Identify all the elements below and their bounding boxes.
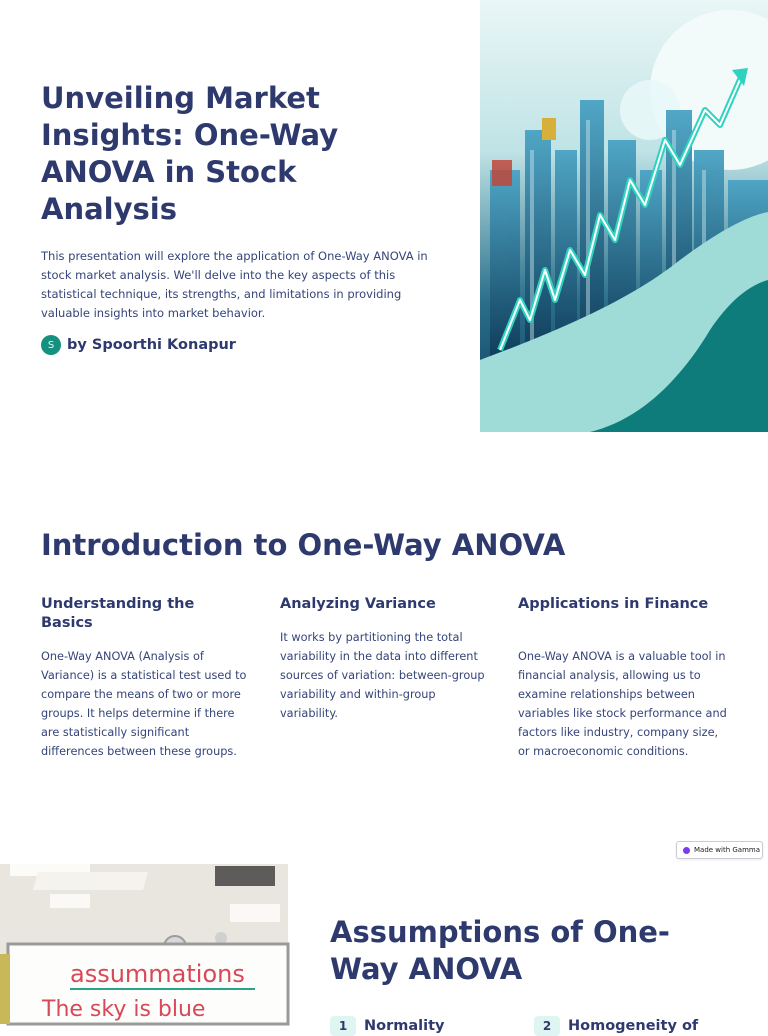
assumption-item [330,1016,444,1036]
badge-label: Made with Gamma [694,846,761,854]
column-text: One-Way ANOVA is a valuable tool in financial analysis, allowing us to examine relationships between variables like stock performance and factors like industry, company size, or macroeconomic conditions. [518,650,727,758]
item-label: Homogeneity of [568,1018,699,1034]
slide-title: Unveiling Market Insights: One-Way ANOVA in Stock Analysis [41,81,339,226]
author-line [41,335,236,355]
column-applications [518,595,728,761]
gamma-logo-icon [683,847,690,854]
column-text: One-Way ANOVA (Analysis of Variance) is a statistical test used to compare the means of two or more groups. It helps determine if there are statistically significant differences between these groups. [41,650,247,758]
intro-slide [0,480,768,820]
title-slide [0,0,768,432]
item-label: Normality [364,1018,445,1034]
column-text: It works by partitioning the total variability in the data into different sources of variation: between-group variability and within-group variability. [280,631,485,720]
column-analyzing [280,595,490,723]
whiteboard-text-1: assummations [70,960,245,988]
item-number: 1 [330,1016,356,1036]
slide-description: This presentation will explore the application of One-Way ANOVA in stock market analysis. We'll delve into the key aspects of this statistical technique, its strengths, and limitations in providing valuable insights into market behavior. [41,249,428,320]
stock-city-chart-illustration [480,0,768,432]
author-name: by Spoorthi Konapur [67,337,236,353]
assumption-item [534,1016,698,1036]
avatar: S [41,335,61,355]
column-heading: Understanding the Basics [41,596,195,631]
column-understanding [41,595,251,761]
column-heading: Analyzing Variance [280,596,436,612]
item-number: 2 [534,1016,560,1036]
section-title: Introduction to One-Way ANOVA [41,528,566,562]
section-title: Assumptions of One-Way ANOVA [330,915,670,986]
assumptions-slide [0,864,768,1034]
made-with-gamma-badge[interactable] [676,841,763,859]
whiteboard-text-2: The sky is blue [42,997,206,1022]
column-heading: Applications in Finance [518,596,709,612]
whiteboard-photo [0,864,288,1024]
